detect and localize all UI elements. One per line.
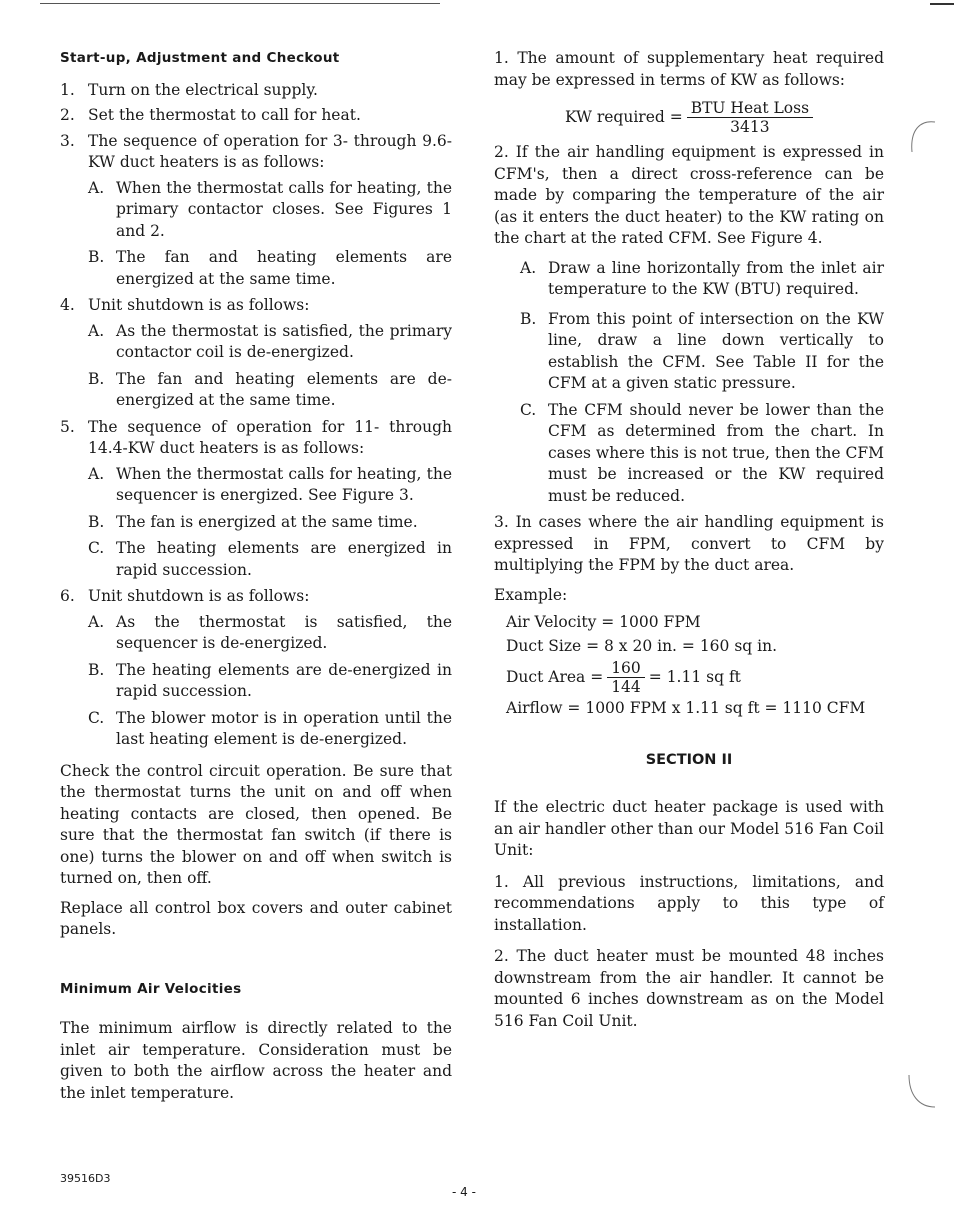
step-5: 5. The sequence of operation for 11- through 14.4-KW duct heaters is as follows: — [60, 417, 452, 457]
example-duct-area — [506, 659, 884, 696]
example-airflow: Airflow = 1000 FPM x 1.11 sq ft = 1110 CFM — [506, 699, 866, 717]
step-6a: A. As the thermostat is satisfied, the sequencer is de-energized. — [88, 612, 452, 652]
fpm-paragraph: 3. In cases where the air handling equipment is expressed in FPM, convert to CFM by multiplying the FPM by the duct area. — [494, 513, 884, 574]
replace-paragraph: Replace all control box covers and outer cabinet panels. — [60, 898, 452, 938]
step-3: 3. The sequence of operation for 3- through 9.6-KW duct heaters is as follows: — [60, 131, 452, 171]
step-2: 2. Set the thermostat to call for heat. — [60, 106, 361, 124]
page-number: - 4 - — [452, 1185, 476, 1199]
step-4a: A. As the thermostat is satisfied, the primary contactor coil is de-energized. — [88, 321, 452, 361]
right-column — [494, 48, 884, 1038]
duct-area-fraction — [607, 659, 645, 696]
page-edge-arc-1 — [900, 118, 940, 158]
step-2b: B. From this point of intersection on the KW line, draw a line down vertically to establish the CFM. See Table II for the CFM at a given static pressure. — [520, 309, 884, 392]
duct-area-numerator: 160 — [607, 659, 645, 678]
section-ii-intro: If the electric duct heater package is used with an air handler other than our Model 516 Fan Coil Unit: — [494, 798, 884, 859]
left-column — [60, 48, 452, 1110]
step-6b: B. The heating elements are de-energized in rapid succession. — [88, 660, 452, 700]
formula-fraction — [687, 99, 813, 136]
kw-intro: 1. The amount of supplementary heat required may be expressed in terms of KW as follows: — [494, 49, 884, 89]
step-4: 4. Unit shutdown is as follows: — [60, 296, 310, 314]
section-ii-title: SECTION II — [645, 751, 733, 768]
example-duct-size: Duct Size = 8 x 20 in. = 160 sq in. — [506, 636, 778, 655]
duct-area-lhs: Duct Area = — [506, 667, 604, 686]
step-1: 1. Turn on the electrical supply. — [60, 80, 318, 99]
step-4b: B. The fan and heating elements are de-energized at the same time. — [88, 369, 452, 409]
step-2c: C. The CFM should never be lower than the CFM as determined from the chart. In cases where this is not true, then the CFM must be increased or the KW required must be reduced. — [520, 400, 884, 505]
step-5c: C. The heating elements are energized in rapid succession. — [88, 539, 452, 579]
section-ii-item-2: 2. The duct heater must be mounted 48 inches downstream from the air handler. It cannot be mounted 6 inches downstream as on the Model 516 Fan Coil Unit. — [494, 947, 884, 1030]
section-ii-item-1: 1. All previous instructions, limitations, and recommendations apply to this type of installation. — [494, 872, 884, 934]
corner-mark — [930, 3, 954, 5]
formula-numerator: BTU Heat Loss — [687, 99, 813, 118]
kw-formula — [494, 99, 884, 136]
document-number: 39516D3 — [60, 1172, 111, 1185]
check-paragraph: Check the control circuit operation. Be sure that the thermostat turns the unit on and off when heating contacts are closed, then opened. Be sure that the thermostat fan switch (if there is one) turns the blower on and off when switch is turned on, then off. — [60, 761, 452, 887]
duct-area-rhs: = 1.11 sq ft — [648, 667, 741, 686]
step-6: 6. Unit shutdown is as follows: — [60, 587, 310, 605]
min-air-paragraph: The minimum airflow is directly related to the inlet air temperature. Consideration must be given to both the airflow across the heater and the inlet temperature. — [60, 1019, 452, 1102]
formula-lhs: KW required = — [564, 107, 683, 126]
example-label: Example: — [494, 585, 568, 604]
top-rule — [40, 3, 440, 4]
heading-min-air: Minimum Air Velocities — [60, 980, 242, 997]
step-5b: B. The fan is energized at the same time. — [88, 512, 418, 531]
cfm-paragraph: 2. If the air handling equipment is expressed in CFM's, then a direct cross-reference can be made by comparing the temperature of the air (as it enters the duct heater) to the KW rating on the chart at the rated CFM. See Figure 4. — [494, 143, 884, 247]
heading-startup: Start-up, Adjustment and Checkout — [60, 50, 340, 66]
step-3b: B. The fan and heating elements are energized at the same time. — [88, 248, 452, 288]
step-6c: C. The blower motor is in operation until the last heating element is de-energized. — [88, 708, 452, 748]
step-2a: A. Draw a line horizontally from the inlet air temperature to the KW (BTU) required. — [520, 258, 884, 298]
step-3a: A. When the thermostat calls for heating, the primary contactor closes. See Figures 1 and 2. — [88, 178, 452, 240]
duct-area-denominator: 144 — [611, 678, 641, 696]
page-edge-arc-2 — [905, 1055, 945, 1115]
formula-denominator: 3413 — [730, 118, 770, 136]
step-5a: A. When the thermostat calls for heating, the sequencer is energized. See Figure 3. — [88, 464, 452, 504]
example-air-velocity: Air Velocity = 1000 FPM — [506, 613, 701, 631]
